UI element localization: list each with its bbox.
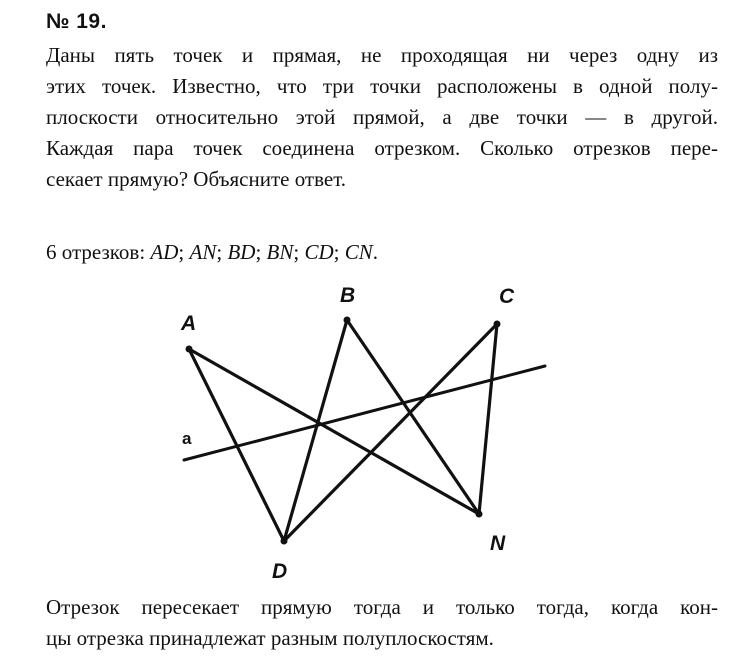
explanation-line: цы отрезка принадлежат разным полуплоскостям. — [46, 626, 494, 650]
answer-separator: ; — [333, 240, 345, 264]
explanation-line: Отрезок пересекает прямую тогда и только тогда, когда кон- — [46, 595, 718, 619]
problem-line: этих точек. Известно, что три точки расположены в одной полу- — [46, 74, 718, 98]
label-C: C — [499, 285, 515, 308]
point-A — [186, 346, 193, 353]
answer-segment: AD — [150, 240, 179, 264]
label-D: D — [272, 560, 288, 583]
problem-number: № 19. — [46, 10, 107, 33]
answer-separator: ; — [293, 240, 305, 264]
point-C — [494, 321, 501, 328]
answer-segment: CN — [344, 240, 373, 264]
label-N: N — [490, 532, 506, 555]
label-B: B — [340, 284, 356, 307]
answer-segment: BN — [266, 240, 294, 264]
problem-line: секает прямую? Объясните ответ. — [46, 167, 347, 191]
answer-separator: ; — [178, 240, 190, 264]
segment-BN — [347, 320, 479, 514]
answer-segment: BD — [227, 240, 256, 264]
point-N — [476, 511, 483, 518]
problem-line: Даны пять точек и прямая, не проходящая ни через одну из — [46, 43, 718, 67]
problem-line: плоскости относительно этой прямой, а две точки — в другой. — [46, 105, 718, 129]
label-A: A — [181, 312, 197, 335]
explanation — [46, 592, 718, 654]
answer-prefix: 6 отрезков: — [46, 240, 151, 264]
label-line-a: a — [182, 429, 192, 448]
problem-line: Каждая пара точек соединена отрезком. Сколько отрезков пере- — [46, 136, 718, 160]
answer-separator: ; — [216, 240, 228, 264]
point-B — [344, 317, 351, 324]
answer-separator: ; — [255, 240, 267, 264]
point-D — [281, 538, 288, 545]
answer-segment: AN — [189, 240, 217, 264]
segment-CN — [479, 324, 497, 514]
answer-suffix: . — [372, 240, 379, 264]
answer-segment: CD — [304, 240, 334, 264]
